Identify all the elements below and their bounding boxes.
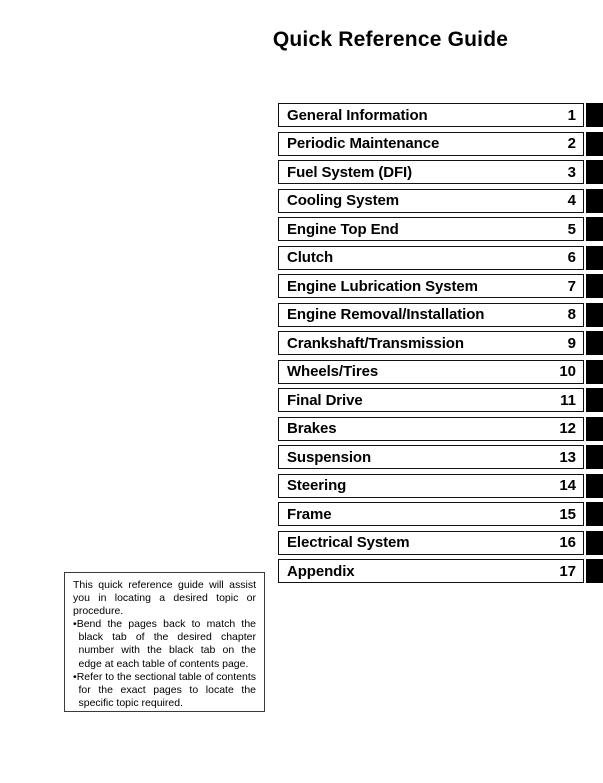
chapter-number: 1 — [567, 106, 576, 124]
chapter-number: 9 — [567, 334, 576, 352]
chapter-row[interactable] — [278, 132, 603, 156]
chapter-row[interactable] — [278, 160, 603, 184]
chapter-number: 10 — [559, 363, 576, 380]
chapter-row[interactable] — [278, 303, 603, 327]
note-bullet-item — [73, 671, 256, 710]
chapter-row[interactable] — [278, 217, 603, 241]
chapter-number: 3 — [567, 163, 576, 181]
chapter-box[interactable] — [278, 217, 584, 241]
instruction-note-box — [64, 572, 265, 712]
chapter-number: 17 — [559, 562, 576, 580]
chapter-number: 14 — [559, 477, 576, 494]
chapter-name: Steering — [287, 478, 347, 493]
chapter-name: Fuel System (DFI) — [287, 164, 412, 180]
chapter-row[interactable] — [278, 360, 603, 384]
chapter-box[interactable] — [278, 360, 584, 384]
chapter-box[interactable] — [278, 160, 584, 184]
chapter-number: 13 — [559, 448, 576, 466]
note-intro-paragraph: This quick reference guide will assist you in locating a desired topic or procedure. — [73, 579, 256, 618]
note-bullet-text: Bend the pages back to match the black tab of the desired chapter number with the black tab on the edge at each table of contents page. — [76, 618, 256, 670]
chapter-box[interactable] — [278, 274, 584, 298]
chapter-number: 6 — [567, 249, 576, 266]
page-title-text: Quick Reference Guide — [272, 28, 509, 51]
chapter-number: 11 — [560, 391, 576, 409]
chapter-box[interactable] — [278, 303, 584, 327]
chapter-number: 8 — [567, 306, 576, 323]
chapter-number: 12 — [559, 420, 576, 437]
chapter-row[interactable] — [278, 331, 603, 355]
chapter-row[interactable] — [278, 417, 603, 441]
chapter-row[interactable] — [278, 274, 603, 298]
chapter-edge-tab — [586, 502, 603, 526]
chapter-row[interactable] — [278, 559, 603, 583]
chapter-edge-tab — [586, 360, 603, 384]
chapter-name: Engine Removal/Installation — [287, 307, 485, 322]
chapter-edge-tab — [586, 388, 603, 412]
chapter-edge-tab — [586, 303, 603, 327]
chapter-row[interactable] — [278, 502, 603, 526]
chapter-edge-tab — [586, 217, 603, 241]
chapter-edge-tab — [586, 274, 603, 298]
chapter-name: Final Drive — [287, 392, 363, 408]
chapter-edge-tab — [586, 559, 603, 583]
chapter-edge-tab — [586, 103, 603, 127]
chapter-number: 2 — [567, 135, 576, 152]
chapter-box[interactable] — [278, 531, 584, 555]
chapter-box[interactable] — [278, 474, 584, 498]
page-title — [0, 27, 603, 53]
note-bullet-item — [73, 618, 256, 670]
chapter-edge-tab — [586, 132, 603, 156]
chapter-name: Suspension — [287, 449, 372, 465]
bullet-icon: • — [73, 618, 77, 631]
chapter-row[interactable] — [278, 531, 603, 555]
chapter-number: 16 — [559, 534, 576, 551]
chapter-number: 15 — [559, 505, 576, 523]
chapter-box[interactable] — [278, 417, 584, 441]
chapter-name: Brakes — [287, 421, 337, 436]
bullet-icon: • — [73, 670, 77, 683]
chapter-name: Engine Top End — [287, 221, 399, 237]
chapter-row[interactable] — [278, 246, 603, 270]
chapter-row[interactable] — [278, 189, 603, 213]
chapter-row[interactable] — [278, 103, 603, 127]
chapter-edge-tab — [586, 474, 603, 498]
chapter-name: Frame — [287, 506, 332, 522]
chapter-number: 7 — [567, 277, 576, 295]
chapter-row[interactable] — [278, 388, 603, 412]
chapter-name: Cooling System — [287, 193, 399, 208]
chapter-number: 4 — [567, 192, 576, 209]
chapter-box[interactable] — [278, 502, 584, 526]
chapter-edge-tab — [586, 531, 603, 555]
chapter-edge-tab — [586, 445, 603, 469]
chapter-name: General Information — [287, 107, 428, 123]
chapter-box[interactable] — [278, 331, 584, 355]
chapter-name: Crankshaft/Transmission — [287, 335, 464, 351]
chapter-name: Appendix — [287, 563, 355, 579]
chapter-name: Clutch — [287, 250, 334, 265]
chapter-index-list — [278, 103, 603, 588]
chapter-row[interactable] — [278, 474, 603, 498]
chapter-number: 5 — [567, 220, 576, 238]
chapter-box[interactable] — [278, 388, 584, 412]
chapter-name: Electrical System — [287, 535, 410, 550]
chapter-row[interactable] — [278, 445, 603, 469]
chapter-name: Wheels/Tires — [287, 364, 379, 379]
chapter-edge-tab — [586, 331, 603, 355]
chapter-edge-tab — [586, 189, 603, 213]
chapter-box[interactable] — [278, 559, 584, 583]
chapter-edge-tab — [586, 160, 603, 184]
chapter-edge-tab — [586, 246, 603, 270]
chapter-box[interactable] — [278, 103, 584, 127]
chapter-edge-tab — [586, 417, 603, 441]
chapter-box[interactable] — [278, 189, 584, 213]
chapter-box[interactable] — [278, 132, 584, 156]
chapter-name: Periodic Maintenance — [287, 136, 440, 151]
note-bullet-text: Refer to the sectional table of contents for the exact pages to locate the specific topic required. — [76, 670, 256, 709]
chapter-box[interactable] — [278, 445, 584, 469]
chapter-name: Engine Lubrication System — [287, 278, 478, 294]
chapter-box[interactable] — [278, 246, 584, 270]
